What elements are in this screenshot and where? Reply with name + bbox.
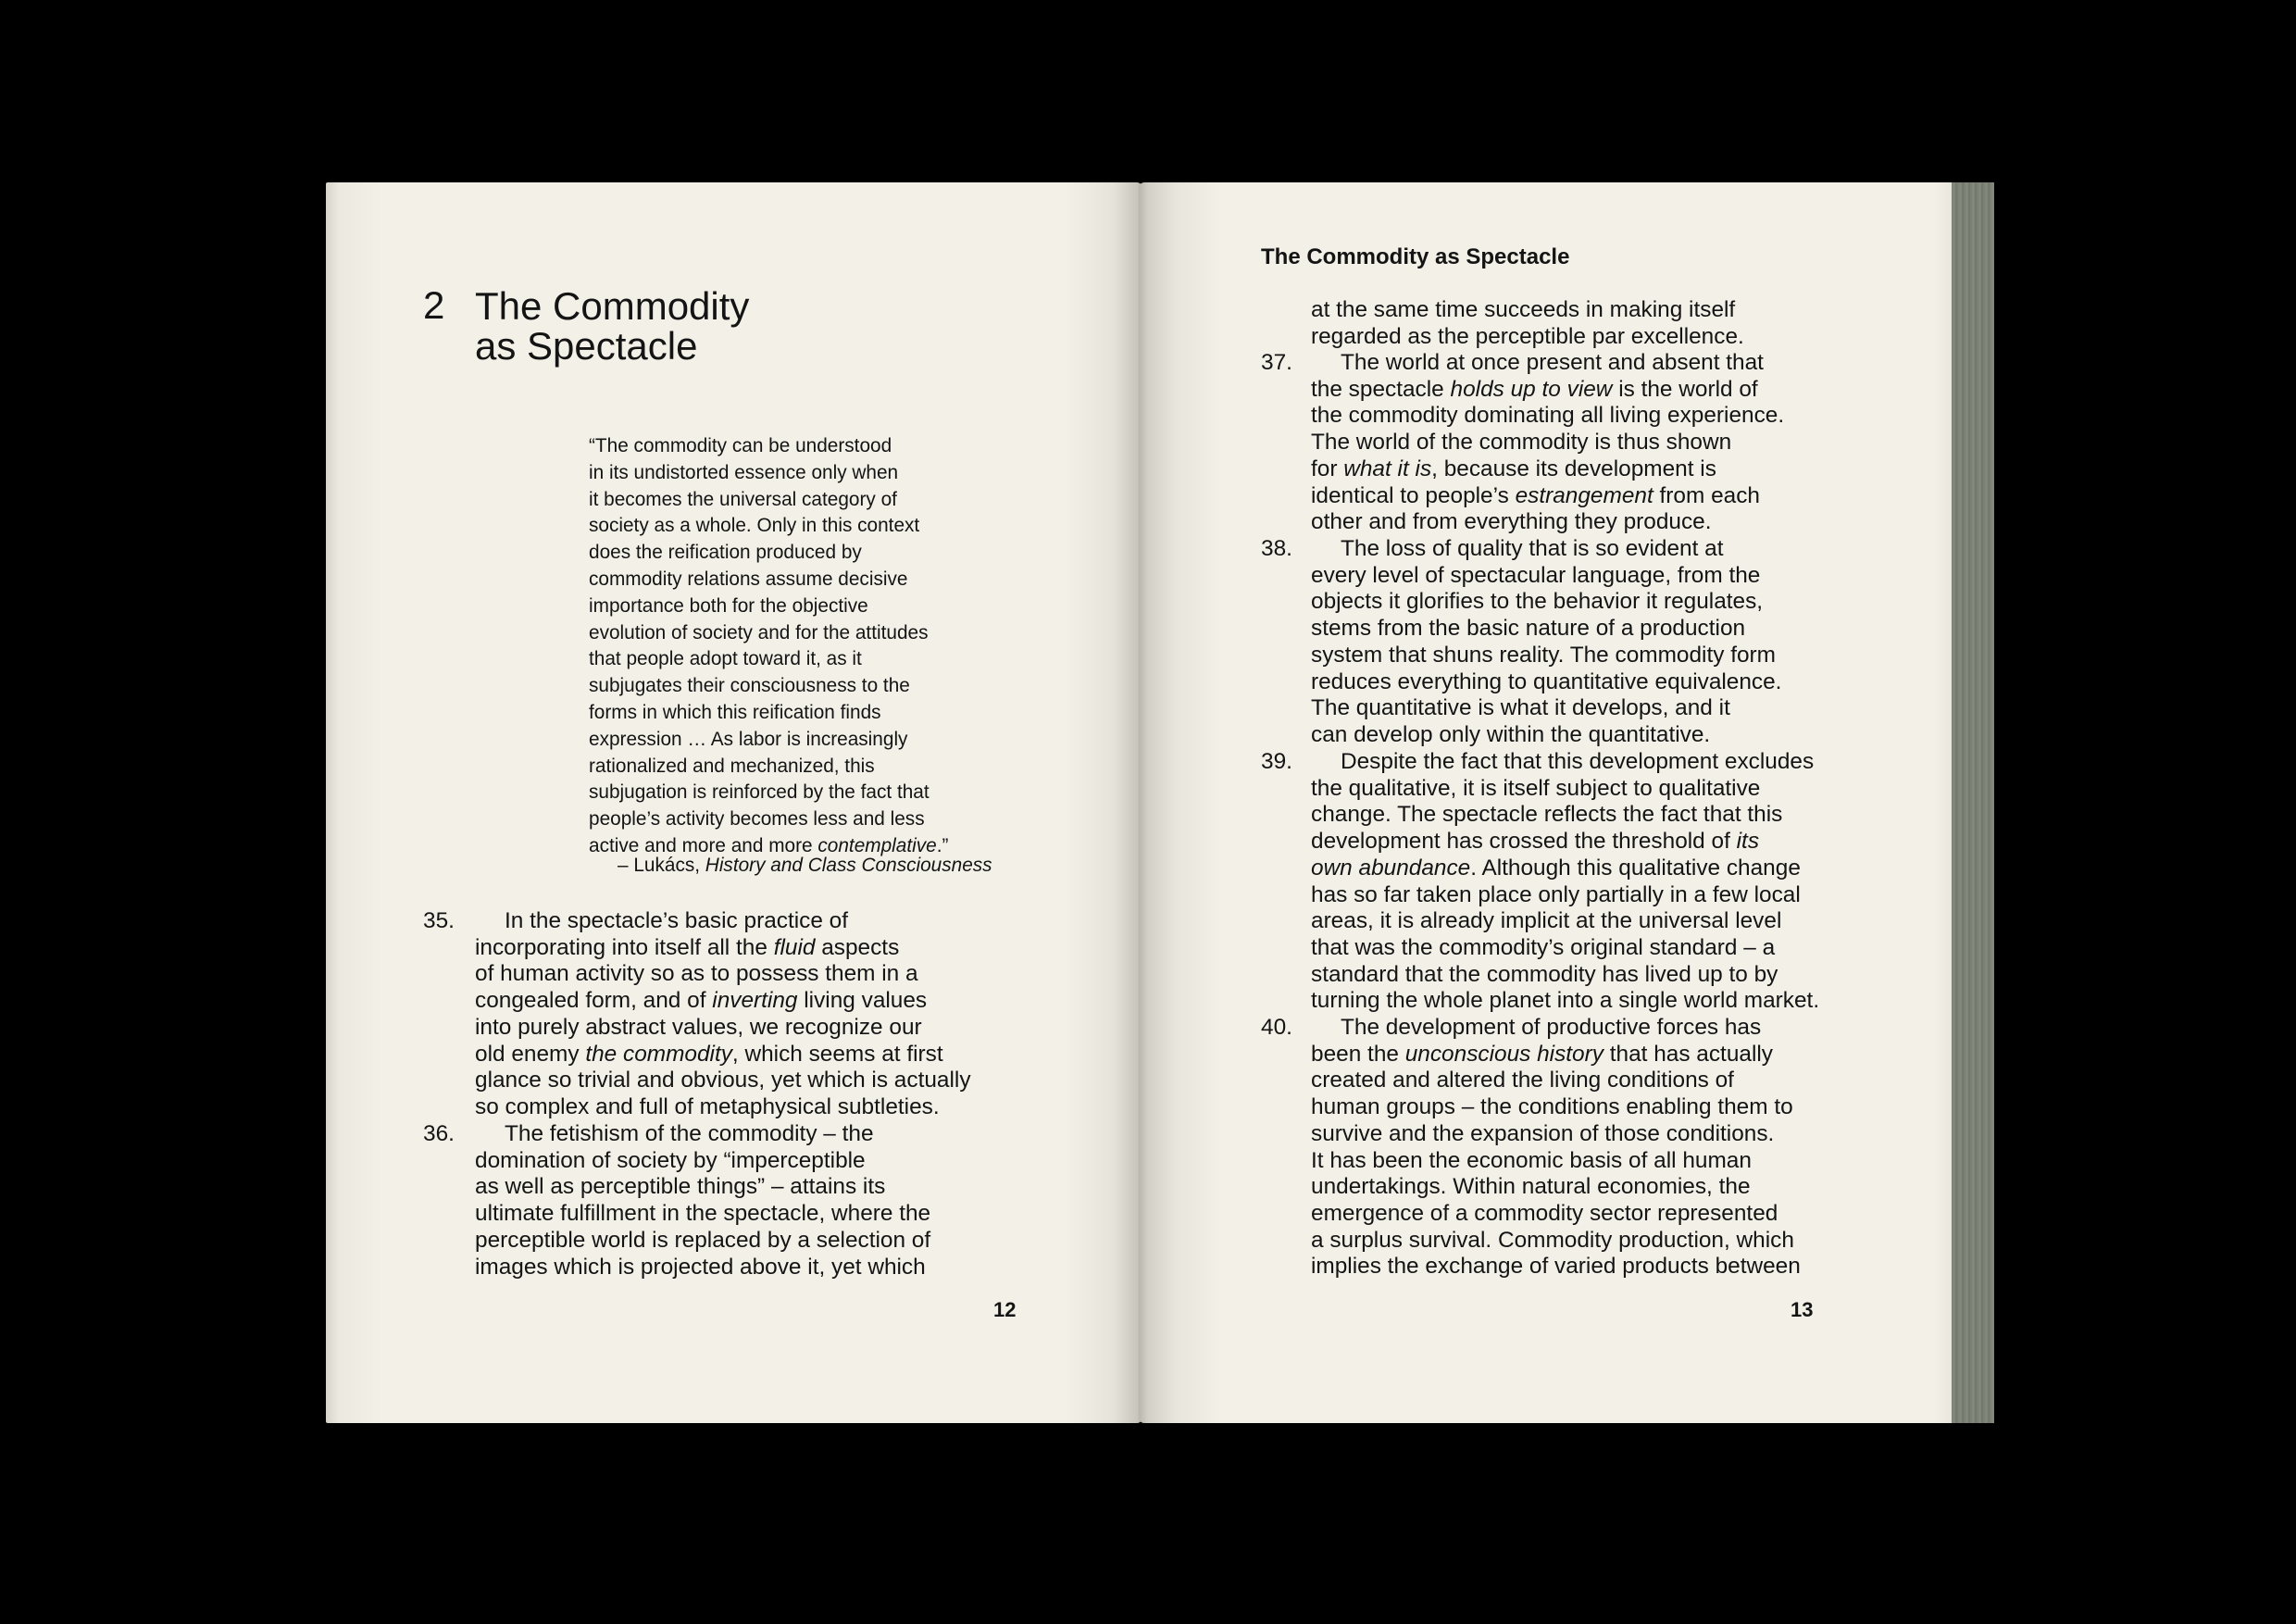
text-line: change. The spectacle reflects the fact that this bbox=[1311, 802, 1783, 828]
text-line bbox=[1311, 1042, 1801, 1068]
text-line: has so far taken place only partially in a few local bbox=[1311, 881, 1801, 907]
text-line: every level of spectacular language, from the bbox=[1311, 562, 1761, 588]
text-line bbox=[1311, 536, 1781, 563]
italic-text: what it is bbox=[1343, 456, 1432, 481]
epigraph-line: forms in which this reification finds bbox=[589, 701, 881, 723]
text-line: other and from everything they produce. bbox=[1311, 509, 1712, 535]
attribution-author: – Lukács, bbox=[618, 855, 705, 876]
text-line: The quantitative is what it develops, and it bbox=[1311, 695, 1730, 721]
text-line bbox=[1311, 350, 1784, 377]
epigraph-italic: contemplative bbox=[817, 834, 937, 856]
italic-text: fluid bbox=[773, 934, 816, 960]
text-line: glance so trivial and obvious, yet which is actually bbox=[475, 1068, 971, 1093]
text: that has actually bbox=[1603, 1041, 1773, 1067]
text-line: at the same time succeeds in making itself bbox=[1311, 297, 1736, 322]
chapter-title bbox=[475, 286, 938, 366]
text: , which seems at first bbox=[731, 1041, 943, 1067]
epigraph-quote bbox=[589, 433, 1015, 860]
chapter-title-line: The Commodity bbox=[475, 284, 750, 328]
paragraph-number: 35. bbox=[423, 908, 455, 933]
text-line bbox=[475, 1121, 930, 1148]
italic-text: inverting bbox=[712, 988, 798, 1014]
text-line: domination of society by “imperceptible bbox=[475, 1147, 866, 1173]
text-line bbox=[1311, 829, 1819, 856]
text-line: survive and the expansion of those conditions. bbox=[1311, 1120, 1775, 1146]
epigraph-line: it becomes the universal category of bbox=[589, 488, 897, 510]
text-line: created and altered the living conditions of bbox=[1311, 1068, 1734, 1093]
text-line: turning the whole planet into a single world market. bbox=[1311, 988, 1820, 1014]
paragraph-number: 39. bbox=[1261, 749, 1292, 774]
text: is the world of bbox=[1612, 376, 1758, 402]
text-line: a surplus survival. Commodity production, which bbox=[1311, 1227, 1794, 1253]
text-line bbox=[1311, 749, 1819, 776]
running-head: The Commodity as Spectacle bbox=[1261, 244, 1570, 269]
text-line: areas, it is already implicit at the universal level bbox=[1311, 908, 1782, 934]
text-line: standard that the commodity has lived up to by bbox=[1311, 961, 1778, 987]
paragraph-number: 37. bbox=[1261, 350, 1292, 375]
text-line: perceptible world is replaced by a selection of bbox=[475, 1227, 931, 1253]
epigraph-attribution bbox=[618, 855, 992, 877]
epigraph-line: rationalized and mechanized, this bbox=[589, 755, 875, 777]
text: The world at once present and absent that bbox=[1341, 350, 1764, 375]
text-line: can develop only within the quantitative. bbox=[1311, 721, 1711, 747]
italic-text: holds up to view bbox=[1450, 376, 1613, 402]
text: development has crossed the threshold of bbox=[1311, 829, 1737, 855]
text-line: that was the commodity’s original standard – a bbox=[1311, 934, 1776, 960]
epigraph-line: does the reification produced by bbox=[589, 542, 862, 564]
text-line: as well as perceptible things” – attains its bbox=[475, 1174, 886, 1200]
attribution-title: History and Class Consciousness bbox=[705, 855, 992, 876]
text: In the spectacle’s basic practice of bbox=[505, 908, 849, 933]
text: The development of productive forces has bbox=[1341, 1015, 1762, 1040]
epigraph-line: importance both for the objective bbox=[589, 594, 868, 617]
epigraph-text: active and more and more bbox=[589, 834, 818, 856]
text-line: ultimate fulfillment in the spectacle, where the bbox=[475, 1201, 931, 1227]
italic-text: the commodity bbox=[585, 1041, 732, 1067]
paragraph-number: 36. bbox=[423, 1121, 455, 1146]
text: . Although this qualitative change bbox=[1470, 855, 1801, 881]
text: old enemy bbox=[475, 1041, 586, 1067]
text-line: images which is projected above it, yet which bbox=[475, 1254, 926, 1280]
open-book bbox=[326, 182, 1994, 1423]
italic-text: its bbox=[1736, 829, 1760, 855]
text: from each bbox=[1653, 482, 1760, 508]
paragraph-number: 40. bbox=[1261, 1015, 1292, 1040]
italic-text: own abundance bbox=[1311, 855, 1471, 881]
text-line: the qualitative, it is itself subject to qualitative bbox=[1311, 775, 1761, 801]
chapter-title-line: as Spectacle bbox=[475, 324, 698, 368]
text: , because its development is bbox=[1431, 456, 1716, 481]
epigraph-line: evolution of society and for the attitudes bbox=[589, 621, 929, 643]
text-line bbox=[475, 908, 971, 935]
epigraph-line: expression … As labor is increasingly bbox=[589, 728, 908, 750]
text-line: of human activity so as to possess them in a bbox=[475, 961, 918, 987]
text: The loss of quality that is so evident at bbox=[1341, 536, 1724, 561]
page-number: 13 bbox=[1791, 1298, 1814, 1321]
text-line: objects it glorifies to the behavior it regulates, bbox=[1311, 589, 1764, 615]
text-line bbox=[1311, 456, 1784, 483]
text-line: The world of the commodity is thus shown bbox=[1311, 430, 1732, 456]
text: The fetishism of the commodity – the bbox=[505, 1121, 874, 1146]
text: Despite the fact that this development excludes bbox=[1341, 749, 1815, 774]
text-line bbox=[1311, 483, 1784, 510]
epigraph-text: .” bbox=[936, 834, 949, 856]
text-line: the commodity dominating all living experience. bbox=[1311, 403, 1785, 429]
left-page bbox=[326, 182, 1142, 1423]
text-line bbox=[1311, 856, 1819, 882]
text-line bbox=[475, 1042, 971, 1068]
text-line bbox=[475, 988, 971, 1015]
text: living values bbox=[797, 988, 928, 1014]
text-line: undertakings. Within natural economies, the bbox=[1311, 1174, 1751, 1200]
epigraph-line: “The commodity can be understood bbox=[589, 435, 892, 456]
epigraph-line: commodity relations assume decisive bbox=[589, 568, 908, 590]
text: aspects bbox=[815, 934, 900, 960]
text-line: so complex and full of metaphysical subtleties. bbox=[475, 1093, 940, 1119]
text-line: into purely abstract values, we recognize our bbox=[475, 1014, 922, 1040]
text: congealed form, and of bbox=[475, 988, 713, 1014]
text-line: It has been the economic basis of all human bbox=[1311, 1147, 1752, 1173]
text: been the bbox=[1311, 1041, 1405, 1067]
italic-text: estrangement bbox=[1515, 482, 1653, 508]
epigraph-line: subjugation is reinforced by the fact that bbox=[589, 781, 930, 804]
text-line: reduces everything to quantitative equivalence. bbox=[1311, 668, 1782, 694]
text-line: regarded as the perceptible par excellence. bbox=[1311, 323, 1744, 349]
epigraph-line: society as a whole. Only in this context bbox=[589, 515, 920, 537]
text-line: implies the exchange of varied products between bbox=[1311, 1254, 1801, 1280]
epigraph-line: in its undistorted essence only when bbox=[589, 461, 899, 483]
text-line: human groups – the conditions enabling them to bbox=[1311, 1094, 1793, 1120]
page-block-edge bbox=[1952, 182, 1994, 1423]
italic-text: unconscious history bbox=[1404, 1041, 1603, 1067]
text: incorporating into itself all the bbox=[475, 934, 774, 960]
page-number: 12 bbox=[993, 1298, 1017, 1321]
chapter-number: 2 bbox=[423, 283, 445, 327]
text-line: stems from the basic nature of a production bbox=[1311, 616, 1746, 642]
text: identical to people’s bbox=[1311, 482, 1516, 508]
text-line bbox=[475, 935, 971, 962]
right-page bbox=[1139, 182, 1952, 1423]
text-line bbox=[1311, 377, 1784, 404]
text-line: emergence of a commodity sector represented bbox=[1311, 1200, 1778, 1226]
epigraph-line: people’s activity becomes less and less bbox=[589, 808, 925, 831]
text-line bbox=[1311, 1015, 1801, 1042]
text-line: system that shuns reality. The commodity form bbox=[1311, 642, 1776, 668]
text: the spectacle bbox=[1311, 376, 1451, 402]
epigraph-line: that people adopt toward it, as it bbox=[589, 648, 862, 670]
epigraph-line: subjugates their consciousness to the bbox=[589, 675, 910, 697]
text: for bbox=[1311, 456, 1344, 481]
paragraph-number: 38. bbox=[1261, 536, 1292, 561]
